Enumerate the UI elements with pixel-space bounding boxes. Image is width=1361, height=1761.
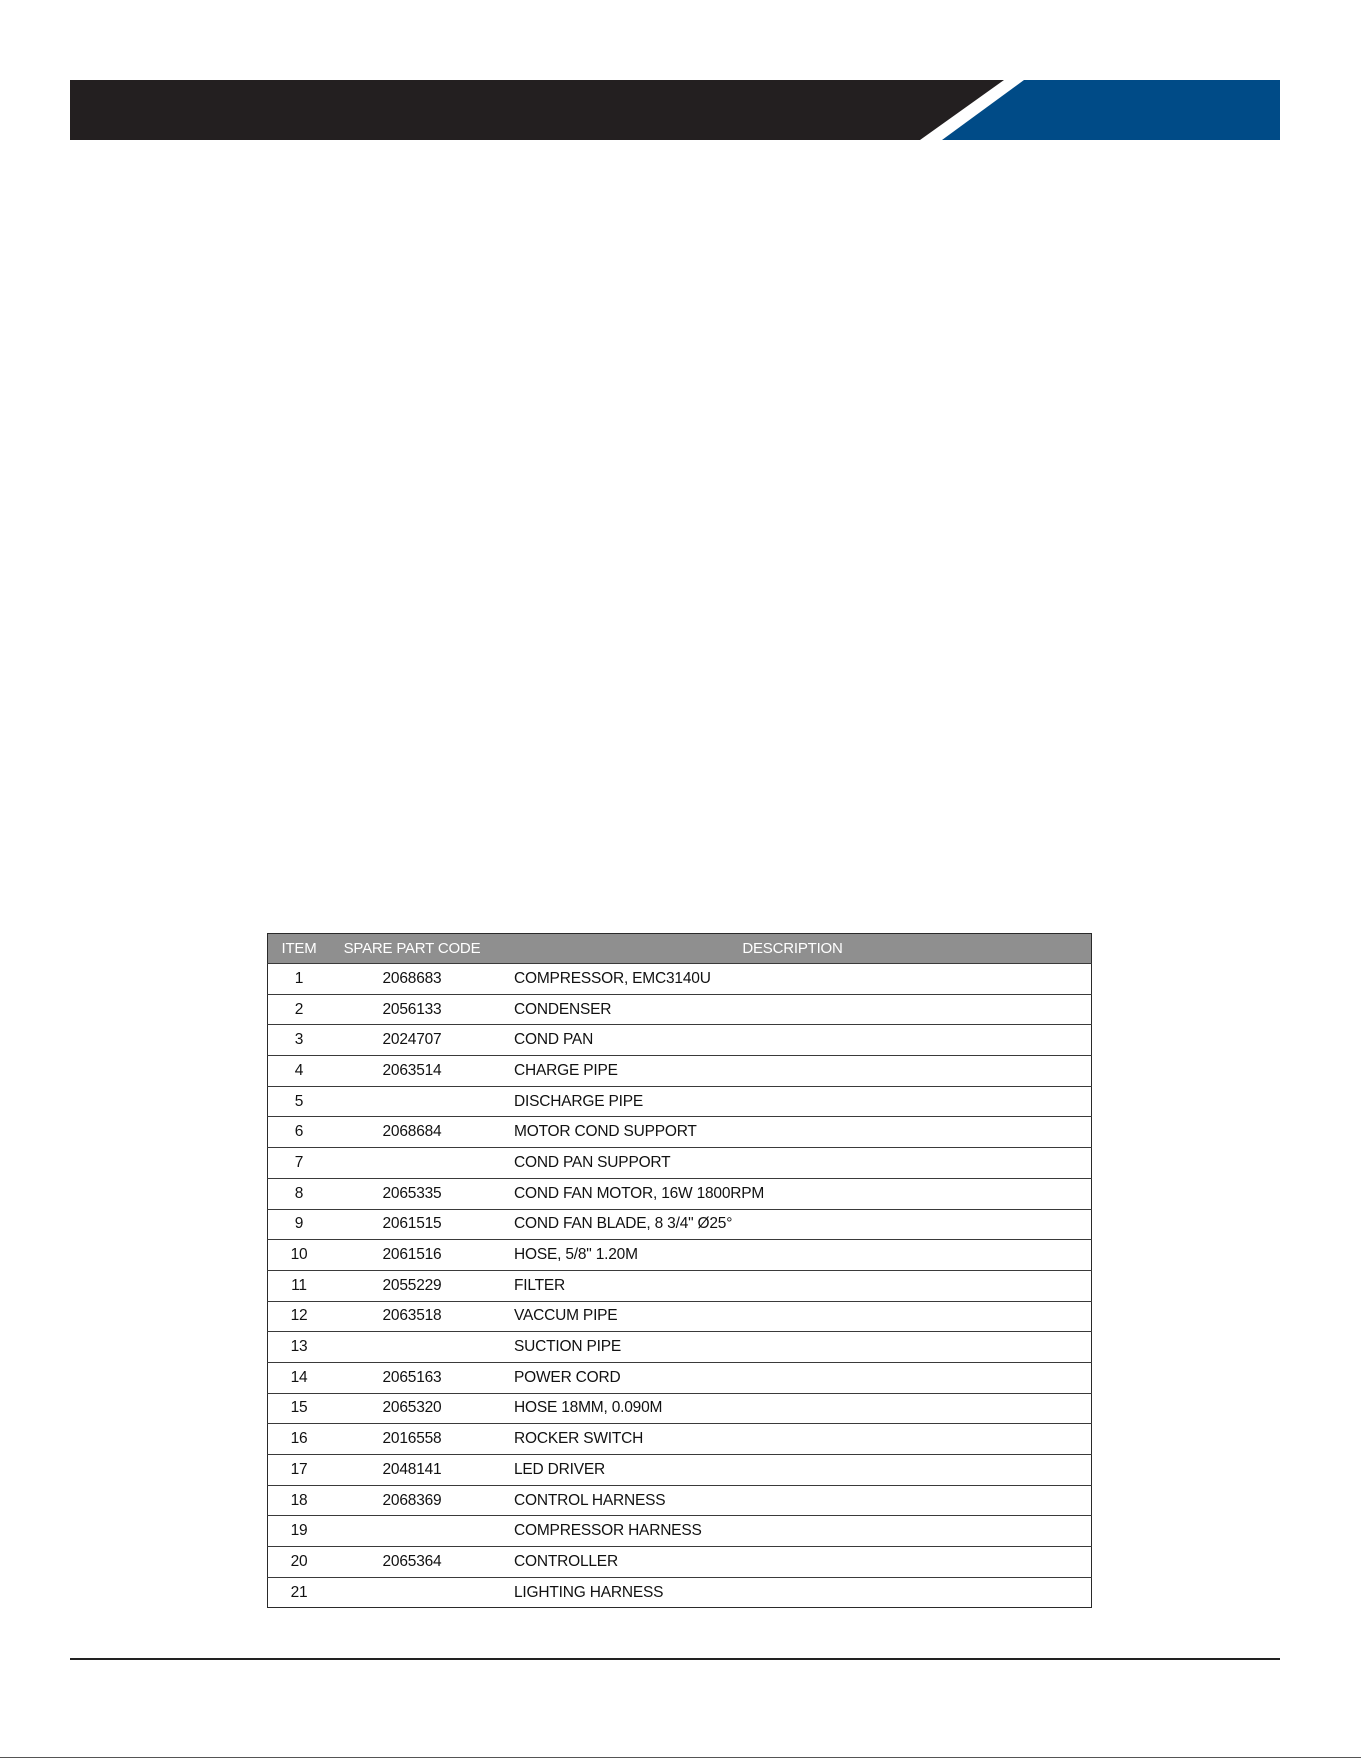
cell-description: VACCUM PIPE <box>494 1301 1092 1332</box>
table-row <box>268 1240 1092 1271</box>
cell-code: 2065335 <box>330 1178 494 1209</box>
cell-code: 2068369 <box>330 1485 494 1516</box>
table-row <box>268 1485 1092 1516</box>
cell-description: DISCHARGE PIPE <box>494 1086 1092 1117</box>
table-row <box>268 1117 1092 1148</box>
cell-item: 1 <box>268 964 331 995</box>
cell-code: 2063514 <box>330 1056 494 1087</box>
table-row <box>268 994 1092 1025</box>
header-blue-accent <box>942 80 1280 140</box>
table-row <box>268 1424 1092 1455</box>
table-row <box>268 1025 1092 1056</box>
header-banner-graphic <box>70 80 1280 140</box>
cell-description: ROCKER SWITCH <box>494 1424 1092 1455</box>
parts-table-container <box>267 933 1092 1608</box>
table-row <box>268 1209 1092 1240</box>
cell-item: 12 <box>268 1301 331 1332</box>
table-row <box>268 1270 1092 1301</box>
table-row <box>268 1178 1092 1209</box>
column-header-item: ITEM <box>268 934 331 964</box>
cell-item: 20 <box>268 1547 331 1578</box>
cell-description: COND PAN <box>494 1025 1092 1056</box>
cell-description: FILTER <box>494 1270 1092 1301</box>
cell-description: COND PAN SUPPORT <box>494 1148 1092 1179</box>
cell-code: 2068683 <box>330 964 494 995</box>
cell-item: 9 <box>268 1209 331 1240</box>
cell-code <box>330 1516 494 1547</box>
cell-description: LIGHTING HARNESS <box>494 1577 1092 1608</box>
cell-item: 3 <box>268 1025 331 1056</box>
cell-item: 10 <box>268 1240 331 1271</box>
cell-description: LED DRIVER <box>494 1455 1092 1486</box>
table-row <box>268 1516 1092 1547</box>
cell-item: 15 <box>268 1393 331 1424</box>
page-bottom-rule <box>0 1757 1361 1758</box>
cell-code: 2055229 <box>330 1270 494 1301</box>
table-row <box>268 1332 1092 1363</box>
cell-code: 2065320 <box>330 1393 494 1424</box>
cell-description: COND FAN BLADE, 8 3/4" Ø25° <box>494 1209 1092 1240</box>
header-dark-bar <box>70 80 1004 140</box>
footer-rule <box>70 1658 1280 1660</box>
parts-table <box>267 933 1092 1608</box>
cell-code: 2048141 <box>330 1455 494 1486</box>
cell-description: CONTROL HARNESS <box>494 1485 1092 1516</box>
cell-description: CHARGE PIPE <box>494 1056 1092 1087</box>
cell-item: 4 <box>268 1056 331 1087</box>
column-header-code: SPARE PART CODE <box>330 934 494 964</box>
cell-code <box>330 1148 494 1179</box>
cell-code <box>330 1332 494 1363</box>
cell-item: 17 <box>268 1455 331 1486</box>
cell-item: 16 <box>268 1424 331 1455</box>
cell-description: CONTROLLER <box>494 1547 1092 1578</box>
cell-description: COMPRESSOR HARNESS <box>494 1516 1092 1547</box>
cell-description: POWER CORD <box>494 1362 1092 1393</box>
table-row <box>268 1086 1092 1117</box>
table-row <box>268 1362 1092 1393</box>
cell-description: HOSE 18MM, 0.090M <box>494 1393 1092 1424</box>
cell-item: 7 <box>268 1148 331 1179</box>
diagram-area <box>70 160 1280 920</box>
cell-item: 2 <box>268 994 331 1025</box>
table-row <box>268 1455 1092 1486</box>
table-row <box>268 1393 1092 1424</box>
cell-description: COMPRESSOR, EMC3140U <box>494 964 1092 995</box>
cell-code: 2063518 <box>330 1301 494 1332</box>
cell-item: 18 <box>268 1485 331 1516</box>
table-row <box>268 1056 1092 1087</box>
cell-item: 19 <box>268 1516 331 1547</box>
cell-item: 5 <box>268 1086 331 1117</box>
table-row <box>268 1148 1092 1179</box>
cell-description: CONDENSER <box>494 994 1092 1025</box>
table-row <box>268 1577 1092 1608</box>
cell-description: SUCTION PIPE <box>494 1332 1092 1363</box>
cell-item: 11 <box>268 1270 331 1301</box>
cell-code: 2061515 <box>330 1209 494 1240</box>
header-banner <box>70 80 1280 140</box>
table-row <box>268 1301 1092 1332</box>
cell-code: 2024707 <box>330 1025 494 1056</box>
cell-code: 2016558 <box>330 1424 494 1455</box>
parts-table-body <box>268 964 1092 1608</box>
cell-code: 2068684 <box>330 1117 494 1148</box>
cell-code <box>330 1577 494 1608</box>
cell-description: HOSE, 5/8" 1.20M <box>494 1240 1092 1271</box>
cell-item: 8 <box>268 1178 331 1209</box>
cell-item: 13 <box>268 1332 331 1363</box>
table-row <box>268 964 1092 995</box>
table-header-row <box>268 934 1092 964</box>
cell-description: COND FAN MOTOR, 16W 1800RPM <box>494 1178 1092 1209</box>
cell-description: MOTOR COND SUPPORT <box>494 1117 1092 1148</box>
cell-item: 14 <box>268 1362 331 1393</box>
cell-item: 6 <box>268 1117 331 1148</box>
cell-code <box>330 1086 494 1117</box>
cell-code: 2065163 <box>330 1362 494 1393</box>
column-header-description: DESCRIPTION <box>494 934 1092 964</box>
cell-item: 21 <box>268 1577 331 1608</box>
cell-code: 2056133 <box>330 994 494 1025</box>
cell-code: 2061516 <box>330 1240 494 1271</box>
table-row <box>268 1547 1092 1578</box>
cell-code: 2065364 <box>330 1547 494 1578</box>
